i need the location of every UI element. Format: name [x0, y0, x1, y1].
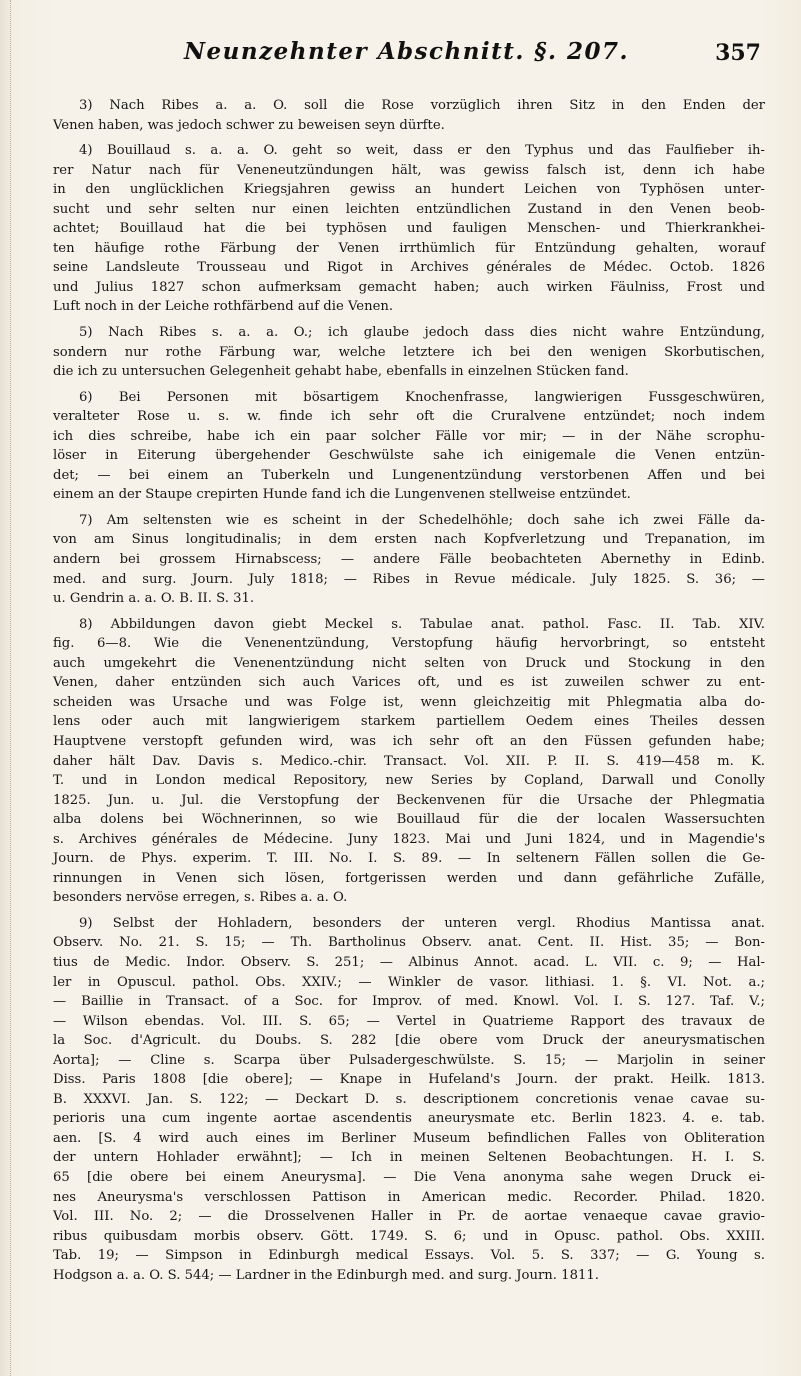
text-line: Vol. III. No. 2; — die Drosselvenen Haller in Pr. de aortae venaeque cavae gravio-: [53, 1209, 765, 1225]
footnote-p3: [53, 96, 765, 135]
text-line: rinnungen in Venen sich lösen, fortgerissen werden und dann gefährliche Zufälle,: [53, 870, 765, 886]
text-line: Observ. No. 21. S. 15; — Th. Bartholinus Observ. anat. Cent. II. Hist. 35; — Bon-: [53, 935, 765, 951]
text-line: B. XXXVI. Jan. S. 122; — Deckart D. s. descriptionem concretionis venae cavae su-: [53, 1091, 765, 1107]
text-line: la Soc. d'Agricult. du Doubs. S. 282 [die obere vom Druck der aneurysmatischen: [53, 1033, 765, 1049]
text-line: seine Landsleute Trousseau und Rigot in Archives générales de Médec. Octob. 1826: [53, 260, 765, 276]
text-line: 7) Am seltensten wie es scheint in der Schedelhöhle; doch sahe ich zwei Fälle da-: [79, 512, 765, 528]
text-line: in den unglücklichen Kriegsjahren gewiss an hundert Leichen von Typhösen unter-: [53, 182, 765, 198]
text-line: 6) Bei Personen mit bösartigem Knochenfrasse, langwierigen Fussgeschwüren,: [79, 389, 765, 405]
text-line: ich dies schreibe, habe ich ein paar solcher Fälle vor mir; — in der Nähe scrophu-: [53, 428, 765, 444]
text-line: 9) Selbst der Hohladern, besonders der unteren vergl. Rhodius Mantissa anat.: [79, 915, 765, 931]
text-line: besonders nervöse erregen, s. Ribes a. a. O.: [53, 890, 348, 906]
text-line: u. Gendrin a. a. O. B. II. S. 31.: [53, 591, 255, 607]
text-line: Venen, daher entzünden sich auch Varices oft, und es ist zuweilen schwer zu ent-: [53, 675, 765, 691]
text-line: sucht und sehr selten nur einen leichten entzündlichen Zustand in den Venen beob-: [53, 201, 765, 217]
text-line: perioris una cum ingente aortae ascendentis aneurysmate etc. Berlin 1823. 4. e. tab.: [53, 1111, 765, 1127]
text-line: nes Aneurysma's verschlossen Pattison in American medic. Recorder. Philad. 1820.: [53, 1189, 765, 1205]
text-line: Journ. de Phys. experim. T. III. No. I. S. 89. — In seltenern Fällen sollen die Ge-: [53, 851, 765, 867]
footnote-p4: [53, 141, 765, 317]
text-line: s. Archives générales de Médecine. Juny 1823. Mai und Juni 1824, und in Magendie's: [53, 831, 765, 847]
text-line: die ich zu untersuchen Gelegenheit gehabt habe, ebenfalls in einzelnen Stücken fand.: [53, 364, 629, 380]
text-line: 1825. Jun. u. Jul. die Verstopfung der Beckenvenen für die Ursache der Phlegmatia: [53, 792, 765, 808]
text-line: auch umgekehrt die Venenentzündung nicht selten von Druck und Stockung in den: [53, 655, 765, 671]
footnote-p9: [53, 914, 765, 1285]
text-line: 4) Bouillaud s. a. a. O. geht so weit, dass er den Typhus und das Faulfieber ih-: [79, 143, 765, 159]
text-line: andern bei grossem Hirnabscess; — andere Fälle beobachteten Abernethy in Edinb.: [53, 552, 765, 568]
text-line: Diss. Paris 1808 [die obere]; — Knape in Hufeland's Journ. der prakt. Heilk. 1813.: [53, 1072, 765, 1088]
text-line: Aorta]; — Cline s. Scarpa über Pulsadergeschwülste. S. 15; — Marjolin in seiner: [53, 1052, 765, 1068]
footnote-p6: [53, 388, 765, 505]
footnote-p7: [53, 511, 765, 609]
text-line: ler in Opuscul. pathol. Obs. XXIV.; — Winkler de vasor. lithiasi. 1. §. VI. Not. a.;: [53, 974, 765, 990]
text-line: einem an der Staupe crepirten Hunde fand ich die Lungenvenen stellweise entzündet.: [53, 487, 631, 503]
text-line: sondern nur rothe Färbung war, welche letztere ich bei den wenigen Skorbutischen,: [53, 344, 765, 360]
text-line: alba dolens bei Wöchnerinnen, so wie Bouillaud für die der localen Wassersuchten: [53, 812, 765, 828]
text-line: rer Natur nach für Veneneutzündungen hält, was gewiss falsch ist, denn ich habe: [53, 162, 765, 178]
text-line: 3) Nach Ribes a. a. O. soll die Rose vorzüglich ihren Sitz in den Enden der: [79, 98, 765, 113]
text-line: lens oder auch mit langwierigem starkem partiellem Oedem eines Theiles dessen: [53, 714, 765, 730]
page-number: 357: [715, 40, 761, 66]
text-line: Luft noch in der Leiche rothfärbend auf die Venen.: [53, 299, 394, 315]
page-binding-edge: [0, 0, 11, 1376]
text-line: 65 [die obere bei einem Aneurysma]. — Die Vena anonyma sahe wegen Druck ei-: [53, 1169, 765, 1185]
text-line: scheiden was Ursache und was Folge ist, wenn gleichzeitig mit Phlegmatia alba do-: [53, 694, 765, 710]
text-line: — Baillie in Transact. of a Soc. for Improv. of med. Knowl. Vol. I. S. 127. Taf. V.;: [53, 994, 765, 1010]
text-line: 8) Abbildungen davon giebt Meckel s. Tabulae anat. pathol. Fasc. II. Tab. XIV.: [79, 616, 765, 632]
text-line: der untern Hohlader erwähnt]; — Ich in meinen Seltenen Beobachtungen. H. I. S.: [53, 1150, 765, 1166]
text-line: daher hält Dav. Davis s. Medico.-chir. Transact. Vol. XII. P. II. S. 419—458 m. K.: [53, 753, 765, 769]
text-line: ribus quibusdam morbis observ. Gött. 1749. S. 6; und in Opusc. pathol. Obs. XXIII.: [53, 1228, 765, 1244]
text-line: und Julius 1827 schon aufmerksam gemacht haben; auch wirken Fäulniss, Frost und: [53, 279, 765, 295]
text-line: 5) Nach Ribes s. a. a. O.; ich glaube jedoch dass dies nicht wahre Entzündung,: [79, 325, 765, 341]
text-line: T. und in London medical Repository, new Series by Copland, Darwall und Conolly: [53, 773, 765, 789]
footnote-p8: [53, 615, 765, 908]
text-line: Hauptvene verstopft gefunden wird, was ich sehr oft an den Füssen gefunden habe;: [53, 733, 765, 749]
text-line: fig. 6—8. Wie die Venenentzündung, Verstopfung häufig hervorbringt, so entsteht: [53, 636, 765, 652]
text-line: aen. [S. 4 wird auch eines im Berliner Museum befindlichen Falles von Obliteration: [53, 1130, 765, 1146]
text-line: veralteter Rose u. s. w. finde ich sehr oft die Cruralvene entzündet; noch indem: [53, 409, 765, 425]
text-line: ten häufige rothe Färbung der Venen irrthümlich für Entzündung gehalten, worauf: [53, 240, 765, 256]
text-line: Tab. 19; — Simpson in Edinburgh medical Essays. Vol. 5. S. 337; — G. Young s.: [53, 1248, 765, 1264]
text-line: löser in Eiterung übergehender Geschwülste sahe ich einigemale die Venen entzün-: [53, 448, 765, 464]
chapter-title: Neunzehnter Abschnitt. §. 207.: [183, 38, 629, 65]
text-line: tius de Medic. Indor. Observ. S. 251; — Albinus Annot. acad. L. VII. c. 9; — Hal-: [53, 954, 765, 970]
text-line: achtet; Bouillaud hat die bei typhösen und fauligen Menschen- und Thierkrankhei-: [53, 221, 765, 237]
text-line: det; — bei einem an Tuberkeln und Lungenentzündung verstorbenen Affen und bei: [53, 467, 765, 483]
text-line: Venen haben, was jedoch schwer zu beweisen seyn dürfte.: [53, 117, 445, 133]
text-line: med. and surg. Journ. July 1818; — Ribes in Revue médicale. July 1825. S. 36; —: [53, 571, 765, 587]
footnotes-body: [53, 96, 765, 1291]
text-line: Hodgson a. a. O. S. 544; — Lardner in the Edinburgh med. and surg. Journ. 1811.: [53, 1267, 599, 1283]
running-header: [40, 38, 773, 72]
text-line: — Wilson ebendas. Vol. III. S. 65; — Vertel in Quatrieme Rapport des travaux de: [53, 1013, 765, 1029]
text-line: von am Sinus longitudinalis; in dem ersten nach Kopfverletzung und Trepanation, im: [53, 532, 765, 548]
footnote-p5: [53, 323, 765, 382]
